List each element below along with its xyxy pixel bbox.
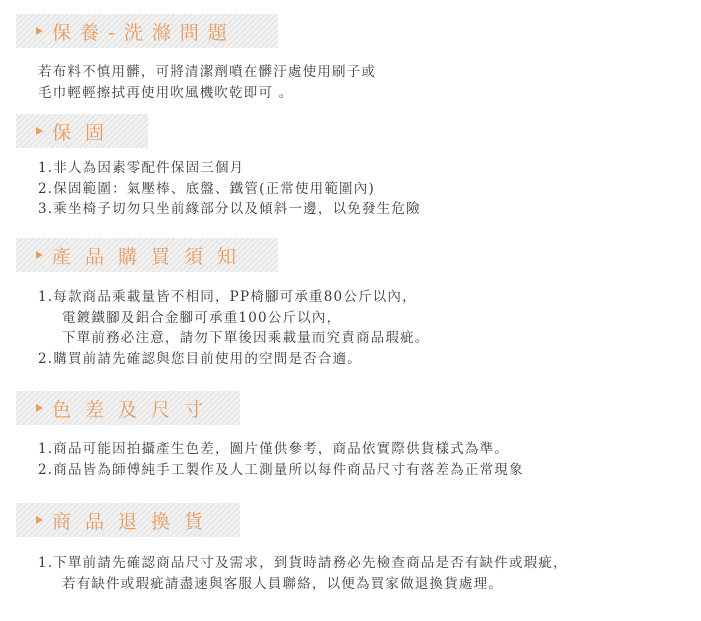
section-header-care [16, 14, 278, 48]
section-body-care [38, 62, 376, 103]
arrow-right-icon [36, 27, 43, 35]
text-line: 下單前務必注意，請勿下單後因乘載量而究責商品瑕疵。 [62, 330, 430, 346]
section-title: 色差及尺寸 [52, 398, 218, 421]
arrow-right-icon [36, 404, 43, 412]
text-line: 若布料不慎用髒，可將清潔劑噴在髒汙處使用刷子或 [38, 64, 377, 80]
arrow-right-icon [36, 516, 43, 524]
text-line: 若有缺件或瑕疵請盡速與客服人員聯絡，以便為買家做退換貨處理。 [62, 575, 503, 592]
arrow-right-icon [36, 127, 43, 135]
text-line: 1.非人為因素零配件保固三個月 [38, 160, 245, 176]
section-header-color-size [16, 391, 240, 425]
section-body-color-size [38, 439, 524, 480]
text-line: 2.保固範圍：氣壓棒、底盤、鐵管(正常使用範圍內) [38, 180, 375, 197]
text-line: 3.乘坐椅子切勿只坐前緣部分以及傾斜一邊，以免發生危險 [38, 201, 421, 217]
section-body-returns [38, 553, 568, 594]
section-body-purchase-notes [38, 287, 430, 369]
section-header-warranty [16, 114, 148, 148]
text-line: 毛巾輕輕擦拭再使用吹風機吹乾即可 。 [38, 84, 294, 101]
text-line: 電鍍鐵腳及鋁合金腳可承重100公斤以內， [62, 309, 342, 326]
section-title: 保養-洗滌問題 [52, 21, 236, 44]
text-line: 1.每款商品乘載量皆不相同，PP椅腳可承重80公斤以內， [38, 289, 417, 305]
text-line: 2.商品皆為師傅純手工製作及人工測量所以每件商品尺寸有落差為正常現象 [38, 461, 524, 478]
text-line: 1.商品可能因拍攝產生色差，圖片僅供參考，商品依實際供貨樣式為準。 [38, 441, 509, 457]
section-title: 商品退換貨 [52, 510, 218, 533]
section-title: 保固 [52, 121, 119, 144]
section-body-warranty [38, 158, 421, 220]
text-line: 1.下單前請先確認商品尺寸及需求，到貨時請務必先檢查商品是否有缺件或瑕疵， [38, 555, 568, 571]
section-title: 產品購買須知 [52, 245, 251, 268]
arrow-right-icon [36, 251, 43, 259]
section-header-returns [16, 503, 240, 537]
section-header-purchase-notes [16, 238, 278, 272]
text-line: 2.購買前請先確認與您目前使用的空間是否合適。 [38, 350, 362, 367]
